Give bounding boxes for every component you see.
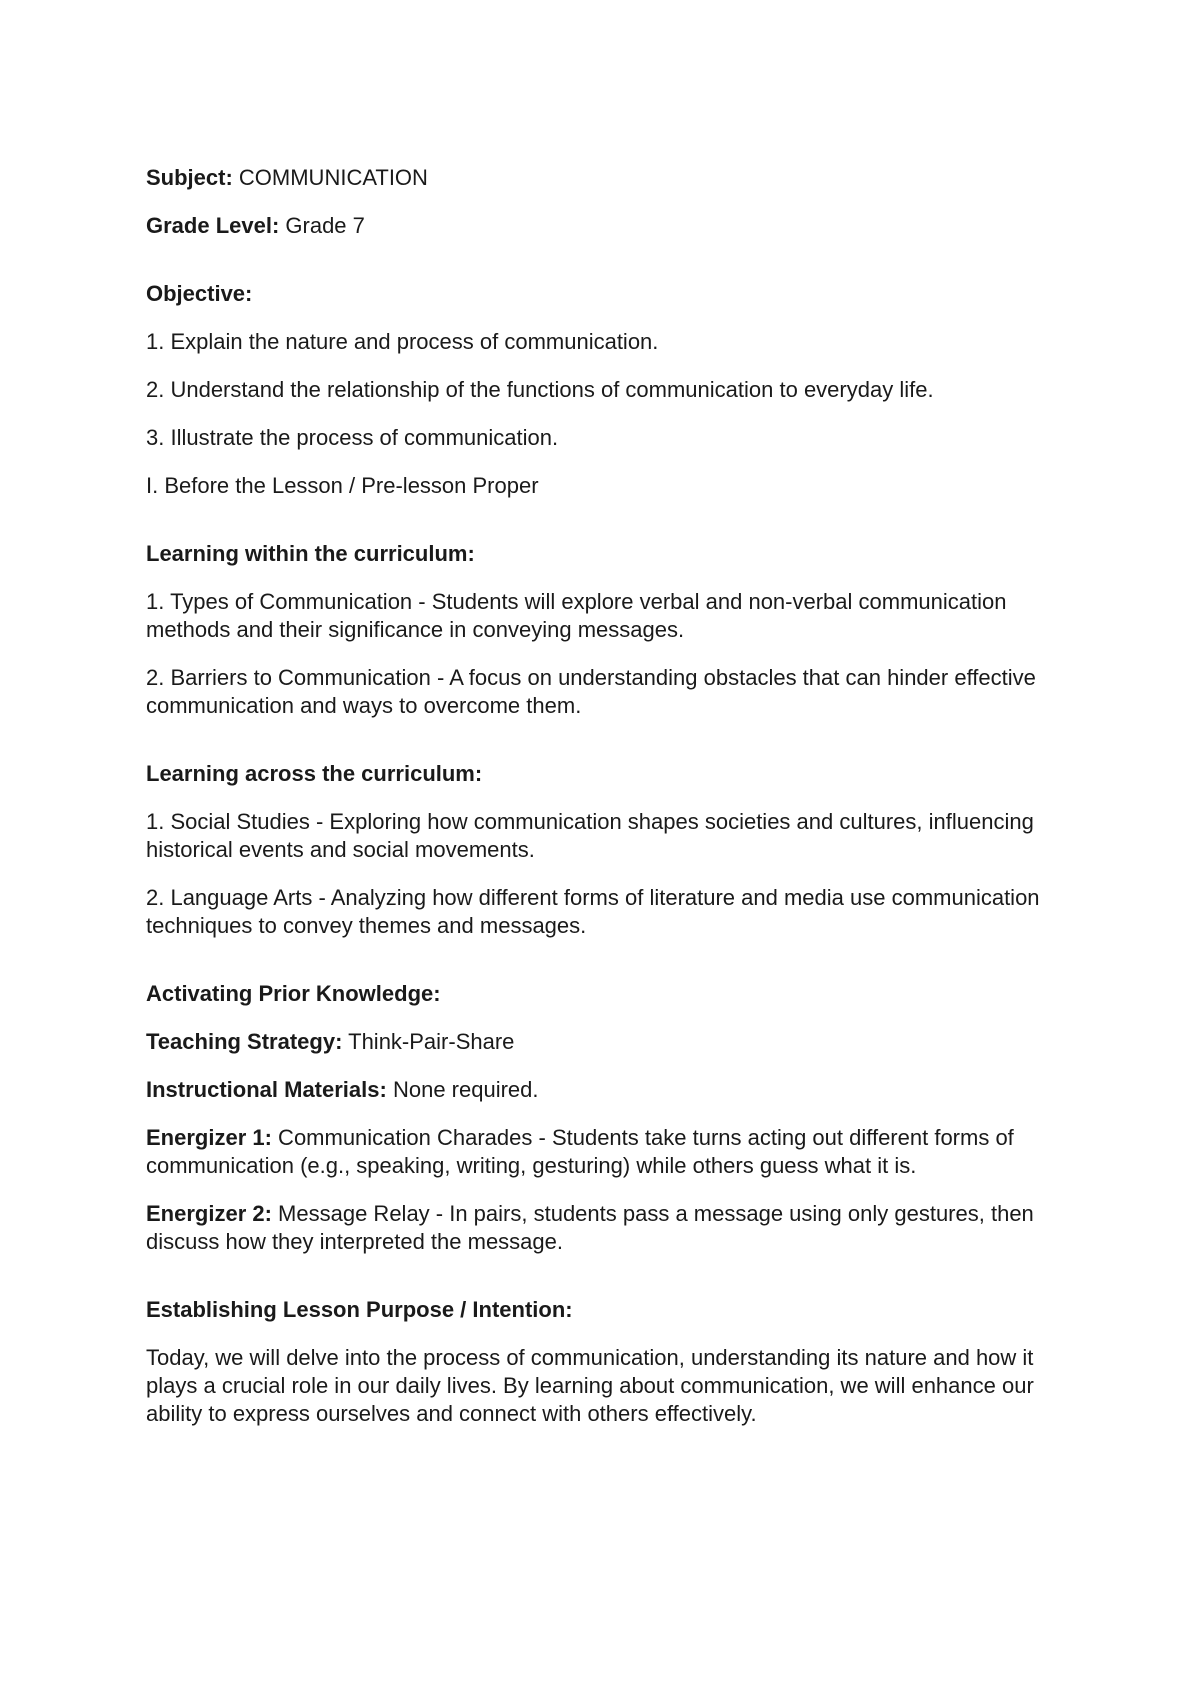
learning-across-item: 1. Social Studies - Exploring how communication shapes societies and cultures, influencing historical events and social movements. xyxy=(146,809,1034,862)
objective-item: 3. Illustrate the process of communication. xyxy=(146,425,559,450)
instructional-materials-label: Instructional Materials: xyxy=(146,1077,387,1102)
instructional-materials-line xyxy=(146,1076,1066,1104)
teaching-strategy-line xyxy=(146,1028,1066,1056)
lesson-purpose-heading: Establishing Lesson Purpose / Intention: xyxy=(146,1297,573,1322)
lesson-purpose-text: Today, we will delve into the process of communication, understanding its nature and how it plays a crucial role in our daily lives. By learning about communication, we will enhance our ability to express ourselves and connect with others effectively. xyxy=(146,1345,1034,1426)
energizer-1-value: Communication Charades - Students take turns acting out different forms of communication (e.g., speaking, writing, gesturing) while others guess what it is. xyxy=(146,1125,1014,1178)
energizer-2-label: Energizer 2: xyxy=(146,1201,272,1226)
learning-within-item: 2. Barriers to Communication - A focus on understanding obstacles that can hinder effective communication and ways to overcome them. xyxy=(146,665,1036,718)
instructional-materials-value: None required. xyxy=(386,1077,539,1102)
energizer-2-value: Message Relay - In pairs, students pass a message using only gestures, then discuss how they interpreted the message. xyxy=(146,1201,1034,1254)
grade-level-value: Grade 7 xyxy=(279,213,365,238)
objective-item: 1. Explain the nature and process of communication. xyxy=(146,329,659,354)
energizer-2-line xyxy=(146,1200,1066,1256)
subject-value: COMMUNICATION xyxy=(232,165,428,190)
subject-line xyxy=(146,164,1066,192)
learning-within-heading: Learning within the curriculum: xyxy=(146,541,475,566)
learning-across-heading: Learning across the curriculum: xyxy=(146,761,483,786)
teaching-strategy-value: Think-Pair-Share xyxy=(342,1029,515,1054)
subject-label: Subject: xyxy=(146,165,233,190)
prior-knowledge-heading: Activating Prior Knowledge: xyxy=(146,981,441,1006)
learning-within-item: 1. Types of Communication - Students will explore verbal and non-verbal communication methods and their significance in conveying messages. xyxy=(146,589,1007,642)
energizer-1-label: Energizer 1: xyxy=(146,1125,272,1150)
objective-item: I. Before the Lesson / Pre-lesson Proper xyxy=(146,473,539,498)
grade-level-line xyxy=(146,212,1066,240)
grade-level-label: Grade Level: xyxy=(146,213,280,238)
energizer-1-line xyxy=(146,1124,1066,1180)
document-page xyxy=(146,164,1066,1448)
objective-heading: Objective: xyxy=(146,281,253,306)
learning-across-item: 2. Language Arts - Analyzing how different forms of literature and media use communication techniques to convey themes and messages. xyxy=(146,885,1040,938)
teaching-strategy-label: Teaching Strategy: xyxy=(146,1029,343,1054)
objective-item: 2. Understand the relationship of the functions of communication to everyday life. xyxy=(146,377,934,402)
